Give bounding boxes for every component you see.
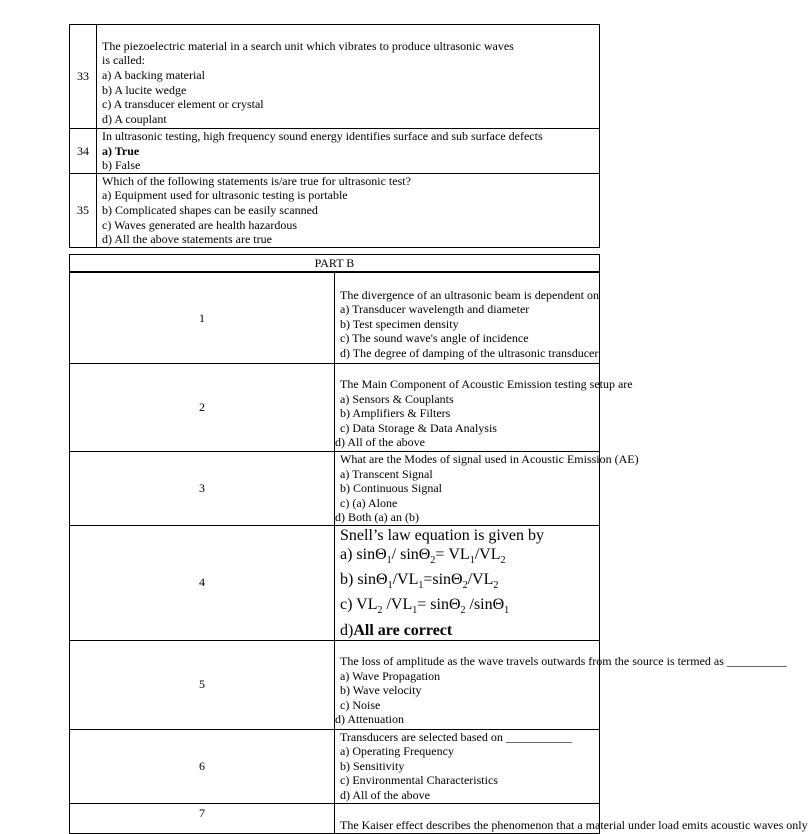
option-b: b) $\sin\Theta_1/VL_1=\sin\Theta_2/VL_2$: [340, 571, 499, 592]
part-b-header-row: [70, 255, 600, 272]
option-c: c) (a) Alone: [340, 495, 398, 510]
question-number: 7: [70, 803, 335, 833]
option-c: c) $VL_2$ $/VL_1= \sin\Theta_2$ /sinΘ$_1$: [340, 596, 510, 617]
option-a: a) Operating Frequency: [340, 744, 454, 759]
option-c: c) A transducer element or crystal: [102, 97, 264, 112]
table-row: [70, 729, 600, 803]
option-c: c) Environmental Characteristics: [340, 773, 498, 788]
option-b: b) Sensitivity: [340, 758, 405, 773]
option-d: d) A couplant: [102, 111, 167, 126]
question-number: 33: [70, 25, 97, 129]
option-a: a) Transducer wavelength and diameter: [340, 302, 530, 317]
question-text: The piezoelectric material in a search unit which vibrates to produce ultrasonic waves: [102, 38, 514, 53]
option-d: d) Attenuation: [335, 712, 404, 727]
option-b: b) Amplifiers & Filters: [340, 406, 451, 421]
question-text: In ultrasonic testing, high frequency sound energy identifies surface and sub surface defects: [102, 129, 543, 143]
question-text: is called:: [102, 53, 145, 68]
option-a: a) True: [102, 143, 140, 158]
part-b-title: PART B: [70, 255, 600, 272]
table-row: [70, 525, 600, 640]
question-cell: [335, 803, 808, 833]
question-cell: [335, 273, 600, 364]
question-text: The Kaiser effect describes the phenomenon that a material under load emits acoustic waves only: [340, 817, 808, 832]
question-cell: [335, 729, 600, 803]
option-a: a) Transcent Signal: [340, 466, 433, 481]
table-row: [70, 452, 600, 526]
option-b: b) Wave velocity: [340, 683, 422, 698]
question-number: 1: [70, 273, 335, 364]
question-number: 3: [70, 452, 335, 526]
table-row: [70, 640, 600, 729]
option-d: d) Both (a) an (b): [335, 510, 419, 525]
table-row: [70, 173, 600, 247]
option-a: a) Wave Propagation: [340, 668, 441, 683]
question-number: 35: [70, 173, 97, 247]
question-cell: [97, 173, 600, 247]
part-b-table: [69, 254, 808, 834]
question-number: 2: [70, 364, 335, 452]
question-text: The divergence of an ultrasonic beam is dependent on: [340, 287, 600, 302]
option-b: b) A lucite wedge: [102, 82, 187, 97]
question-cell: [335, 525, 600, 640]
option-d: d) The degree of damping of the ultrasonic transducer: [340, 345, 599, 360]
option-a: a) Sensors & Couplants: [340, 391, 454, 406]
question-text: The loss of amplitude as the wave travels outwards from the source is termed as __________: [340, 654, 787, 669]
question-cell: [335, 640, 787, 729]
option-c: c) Waves generated are health hazardous: [102, 217, 298, 232]
table-row: [70, 25, 600, 129]
question-text: Which of the following statements is/are true for ultrasonic test?: [102, 173, 411, 188]
question-number: 5: [70, 640, 335, 729]
table-row: [70, 273, 600, 364]
question-text: What are the Modes of signal used in Acoustic Emission (AE): [340, 452, 639, 466]
table-row: [70, 129, 600, 174]
question-cell: [97, 25, 600, 129]
question-text: Transducers are selected based on ___________: [340, 729, 572, 744]
option-a: a) Equipment used for ultrasonic testing is portable: [102, 188, 348, 203]
option-c: c) Data Storage & Data Analysis: [340, 420, 497, 435]
option-d: d) All of the above: [340, 787, 430, 802]
part-a-table: [69, 24, 600, 248]
question-cell: [97, 129, 600, 174]
table-row: [70, 364, 600, 452]
option-c: c) The sound wave's angle of incidence: [340, 331, 529, 346]
option-d: d) All the above statements are true: [102, 232, 272, 247]
question-text: The Main Component of Acoustic Emission testing setup are: [340, 377, 633, 392]
question-cell: [335, 364, 633, 452]
option-a: a) sinΘ$_1$/ $\sin\Theta_2= VL_1/VL_2$: [340, 545, 506, 567]
option-b: b) Continuous Signal: [340, 481, 443, 496]
option-d: d) All of the above: [335, 435, 425, 450]
question-number: 4: [70, 525, 335, 640]
question-cell: [335, 452, 639, 526]
option-c: c) Noise: [340, 697, 381, 712]
option-b: b) Complicated shapes can be easily scanned: [102, 202, 318, 217]
option-b: b) False: [102, 158, 141, 173]
option-a: a) A backing material: [102, 67, 205, 82]
question-number: 34: [70, 129, 97, 174]
table-row: [70, 803, 600, 833]
option-d: d)All are correct: [340, 621, 453, 639]
question-number: 6: [70, 729, 335, 803]
option-b: b) Test specimen density: [340, 316, 459, 331]
question-text: Snell’s law equation is given by: [340, 526, 544, 544]
